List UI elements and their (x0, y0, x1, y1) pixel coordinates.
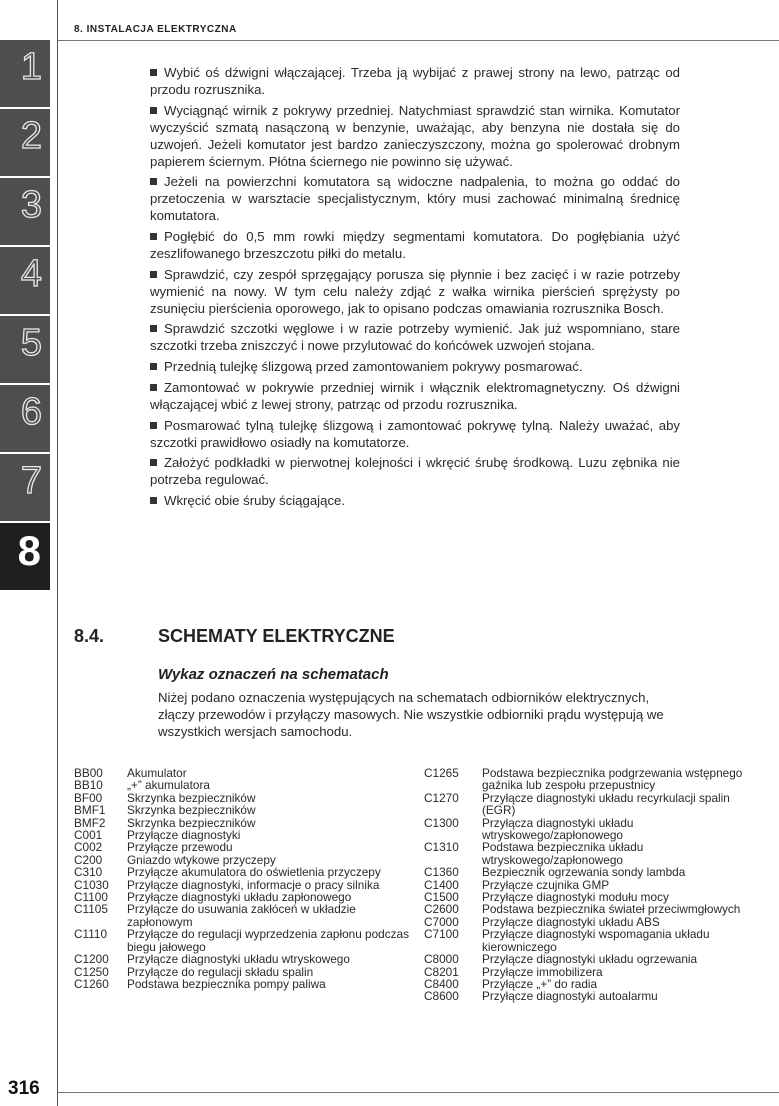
legend-description: Skrzynka bezpieczników (127, 790, 256, 805)
legend-code: C1260 (74, 976, 109, 991)
legend-description: Przyłącze akumulatora do oświetlenia przyczepy (127, 865, 381, 880)
chapter-tab-8 (0, 523, 50, 590)
bullet-square-icon (150, 459, 157, 466)
legend-description: Podstawa bezpiecznika pompy paliwa (127, 976, 326, 991)
page-number: 316 (8, 1078, 40, 1099)
legend-code: C1300 (424, 815, 459, 830)
bullet-square-icon (150, 178, 157, 185)
legend-code: C1310 (424, 840, 459, 855)
section-number: 8.4. (74, 626, 105, 646)
legend-row (74, 817, 414, 829)
legend-row (74, 829, 414, 841)
legend-description: Przyłącze diagnostyki układu recyrkulacji spalin (EGR) (482, 790, 730, 818)
chapter-tab-3 (0, 178, 50, 245)
legend-code: C8000 (424, 952, 459, 967)
bullet-square-icon (150, 325, 157, 332)
chapter-tab-label: 8 (17, 527, 41, 574)
legend-code: C200 (74, 852, 103, 867)
bullet-square-icon (150, 384, 157, 391)
instruction-text: Zamontować w pokrywie przedniej wirnik i włącznik elektromagnetyczny. Oś dźwigni włączającej wbić z lewej strony, patrząc od przodu rozrusznika. (150, 379, 680, 412)
legend-description: Podstawa bezpiecznika podgrzewania wstępnego gaźnika lub zespołu przepustnicy (482, 766, 743, 793)
legend-row (74, 978, 414, 990)
legend-row (74, 804, 414, 816)
instruction-text: Wkręcić obie śruby ściągające. (164, 492, 346, 508)
legend-code: C002 (74, 840, 103, 855)
instruction-text: Jeżeli na powierzchni komutatora są widoczne nadpalenia, to można go oddać do przetoczenia w warsztacie specjalistycznym, który musi zachować minimalną średnicę komutatora. (150, 174, 680, 224)
instruction-item (150, 173, 680, 224)
instruction-item (150, 358, 680, 375)
chapter-tab-label: 6 (20, 391, 42, 433)
instruction-item (150, 492, 680, 509)
legend-description: Przyłącze diagnostyki autoalarmu (482, 989, 658, 1004)
chapter-tab-1 (0, 40, 50, 107)
instruction-text: Pogłębić do 0,5 mm rowki między segmentami komutatora. Do pogłębiania użyć zeszlifowanego brzeszczotu piłki do metalu. (150, 229, 680, 262)
bullet-square-icon (150, 107, 157, 114)
bullet-square-icon (150, 69, 157, 76)
bullet-square-icon (150, 271, 157, 278)
legend-code: C1105 (74, 902, 108, 917)
legend-description: Przyłącze do regulacji wyprzedzenia zapłonu podczas biegu jałowego (127, 927, 409, 954)
legend-code: C1110 (74, 927, 108, 942)
legend-code: C7000 (424, 914, 459, 929)
legend-row (424, 767, 764, 792)
legend-row (424, 841, 764, 866)
legend-code: C8201 (424, 964, 459, 979)
legend-description: Podstawa bezpiecznika układu wtryskowego/zapłonowego (482, 840, 644, 867)
legend-description: Przyłącze diagnostyki, informacje o pracy silnika (127, 877, 380, 892)
bullet-square-icon (150, 422, 157, 429)
running-header: 8. INSTALACJA ELEKTRYCZNA (74, 24, 237, 35)
legend-row (74, 953, 414, 965)
chapter-tab-label: 7 (20, 460, 42, 502)
legend-description: Podstawa bezpiecznika świateł przeciwmgłowych (482, 902, 741, 917)
legend-description: Przyłącze diagnostyki układu ABS (482, 914, 660, 929)
legend-description: Skrzynka bezpieczników (127, 803, 256, 818)
instruction-item (150, 454, 680, 488)
legend-row (74, 903, 414, 928)
legend-description: Przyłącze do usuwania zakłóceń w układzie zapłonowym (127, 902, 356, 929)
instruction-item (150, 64, 680, 98)
chapter-tab-label: 2 (20, 115, 42, 157)
instruction-text: Przednią tulejkę ślizgową przed zamontowaniem pokrywy posmarować. (164, 359, 583, 375)
instruction-text: Sprawdzić, czy zespół sprzęgający porusza się płynnie i bez zacięć i w razie potrzeby wymienić na nowy. W tym celu należy zdjąć z wałka wirnika pierścień sprężysty po zsunięciu pierścienia oporowego, jak to opisano podczas omawiania rozrusznika Bosch. (150, 266, 680, 316)
legend-code: C1200 (74, 952, 109, 967)
legend-row (74, 928, 414, 953)
instruction-text: Wybić oś dźwigni włączającej. Trzeba ją wybijać z prawej strony na lewo, patrząc od przodu rozrusznika. (150, 65, 680, 97)
legend-code: BF00 (74, 790, 103, 805)
legend-description: Gniazdo wtykowe przyczepy (127, 852, 276, 867)
legend-code: BB00 (74, 766, 103, 780)
instruction-text: Założyć podkładki w pierwotnej kolejności i wkręcić śrubę środkową. Luzu zębnika nie potrzeba regulować. (150, 455, 680, 488)
legend-right-column (424, 767, 764, 1003)
instruction-item (150, 102, 680, 170)
instruction-list (150, 64, 680, 513)
legend-description: Przyłącze diagnostyki modułu mocy (482, 890, 669, 905)
instruction-item (150, 320, 680, 354)
instruction-text: Posmarować tylną tulejkę ślizgową i zamontować pokrywę tylną. Należy uważać, aby szczotki prawidłowo osiadły na komutatorze. (150, 417, 680, 450)
chapter-tab-label: 4 (20, 253, 42, 295)
legend-row (424, 953, 764, 965)
instruction-text: Wyciągnąć wirnik z pokrywy przedniej. Natychmiast sprawdzić stan wirnika. Komutator wyczyścić szmatą nasączoną w benzynie, uważając, aby benzyna nie dostała się do uzwojeń. Jeżeli komutator jest bardzo zanieczyszczony, można go spolerować drobnym papierem ściernym. Płótna ściernego nie powinno się używać. (150, 102, 680, 169)
bullet-square-icon (150, 497, 157, 504)
chapter-tab-7 (0, 454, 50, 521)
legend-row (424, 792, 764, 817)
chapter-tab-label: 5 (20, 322, 42, 364)
legend-code: C2600 (424, 902, 459, 917)
legend-row (424, 817, 764, 842)
legend-code: BMF1 (74, 803, 106, 818)
section-title: SCHEMATY ELEKTRYCZNE (158, 626, 395, 646)
legend-code: C1030 (74, 877, 109, 892)
legend-description: „+” akumulatora (127, 778, 210, 793)
legend-code: C310 (74, 865, 103, 880)
legend-row (74, 866, 414, 878)
legend-code: C8600 (424, 989, 459, 1004)
legend-description: Przyłącze diagnostyki układu wtryskowego (127, 952, 350, 967)
subheading: Wykaz oznaczeń na schematach (158, 666, 389, 683)
legend-code: C1100 (74, 890, 108, 905)
legend-description: Przyłącze immobilizera (482, 964, 603, 979)
bullet-square-icon (150, 363, 157, 370)
legend-description: Przyłącze diagnostyki układu ogrzewania (482, 952, 698, 967)
legend-row (74, 779, 414, 791)
legend-description: Przyłącza diagnostyki układu wtryskowego/zapłonowego (482, 815, 634, 843)
header-rule (57, 40, 779, 41)
legend-description: Przyłącze diagnostyki układu zapłonowego (127, 890, 352, 905)
legend-row (424, 928, 764, 953)
legend-row (424, 866, 764, 878)
chapter-tab-label: 1 (20, 46, 42, 88)
chapter-tab-4 (0, 247, 50, 314)
instruction-item (150, 417, 680, 451)
bullet-square-icon (150, 233, 157, 240)
chapter-tabs (0, 40, 50, 592)
legend-code: BMF2 (74, 815, 106, 830)
margin-divider (57, 0, 58, 1106)
legend-row (74, 767, 414, 779)
legend-code: C1360 (424, 865, 459, 880)
legend-row (424, 990, 764, 1002)
legend-left-column (74, 767, 414, 990)
chapter-tab-2 (0, 109, 50, 176)
legend-description: Bezpiecznik ogrzewania sondy lambda (482, 865, 686, 880)
legend-code: C7100 (424, 927, 459, 942)
footer-rule (57, 1092, 779, 1093)
instruction-item (150, 228, 680, 262)
instruction-text: Sprawdzić szczotki węglowe i w razie potrzeby wymienić. Jak już wspomniano, stare szczotki trzeba zniszczyć i nowe przylutować do końcówek uzwojeń stojana. (150, 321, 680, 354)
legend-row (424, 903, 764, 915)
legend-description: Przyłącze czujnika GMP (482, 877, 610, 892)
legend-description: Przyłącze do regulacji składu spalin (127, 964, 314, 979)
legend-code: C1270 (424, 790, 459, 805)
chapter-tab-label: 3 (20, 184, 42, 226)
legend-description: Przyłącze „+” do radia (482, 976, 598, 991)
legend-code: C001 (74, 828, 103, 843)
legend-code: BB10 (74, 778, 103, 793)
instruction-item (150, 266, 680, 317)
chapter-tab-5 (0, 316, 50, 383)
legend-code: C8400 (424, 976, 459, 991)
intro-paragraph: Niżej podano oznaczenia występujących na schematach odbiorników elektrycznych, złączy przewodów i przyłączy masowych. Nie wszystkie odbiorniki prądu występują we wszystkich wersjach samochodu. (158, 690, 664, 739)
chapter-tab-6 (0, 385, 50, 452)
legend-description: Akumulator (127, 766, 187, 780)
legend-code: C1265 (424, 766, 459, 780)
instruction-item (150, 379, 680, 413)
legend-code: C1400 (424, 877, 459, 892)
legend-code: C1250 (74, 964, 109, 979)
legend-description: Skrzynka bezpieczników (127, 815, 256, 830)
legend-row (74, 841, 414, 853)
legend-description: Przyłącze przewodu (127, 840, 233, 855)
legend-code: C1500 (424, 890, 459, 905)
legend-description: Przyłącze diagnostyki (127, 828, 241, 843)
legend-description: Przyłącze diagnostyki wspomagania układu kierowniczego (482, 927, 710, 954)
